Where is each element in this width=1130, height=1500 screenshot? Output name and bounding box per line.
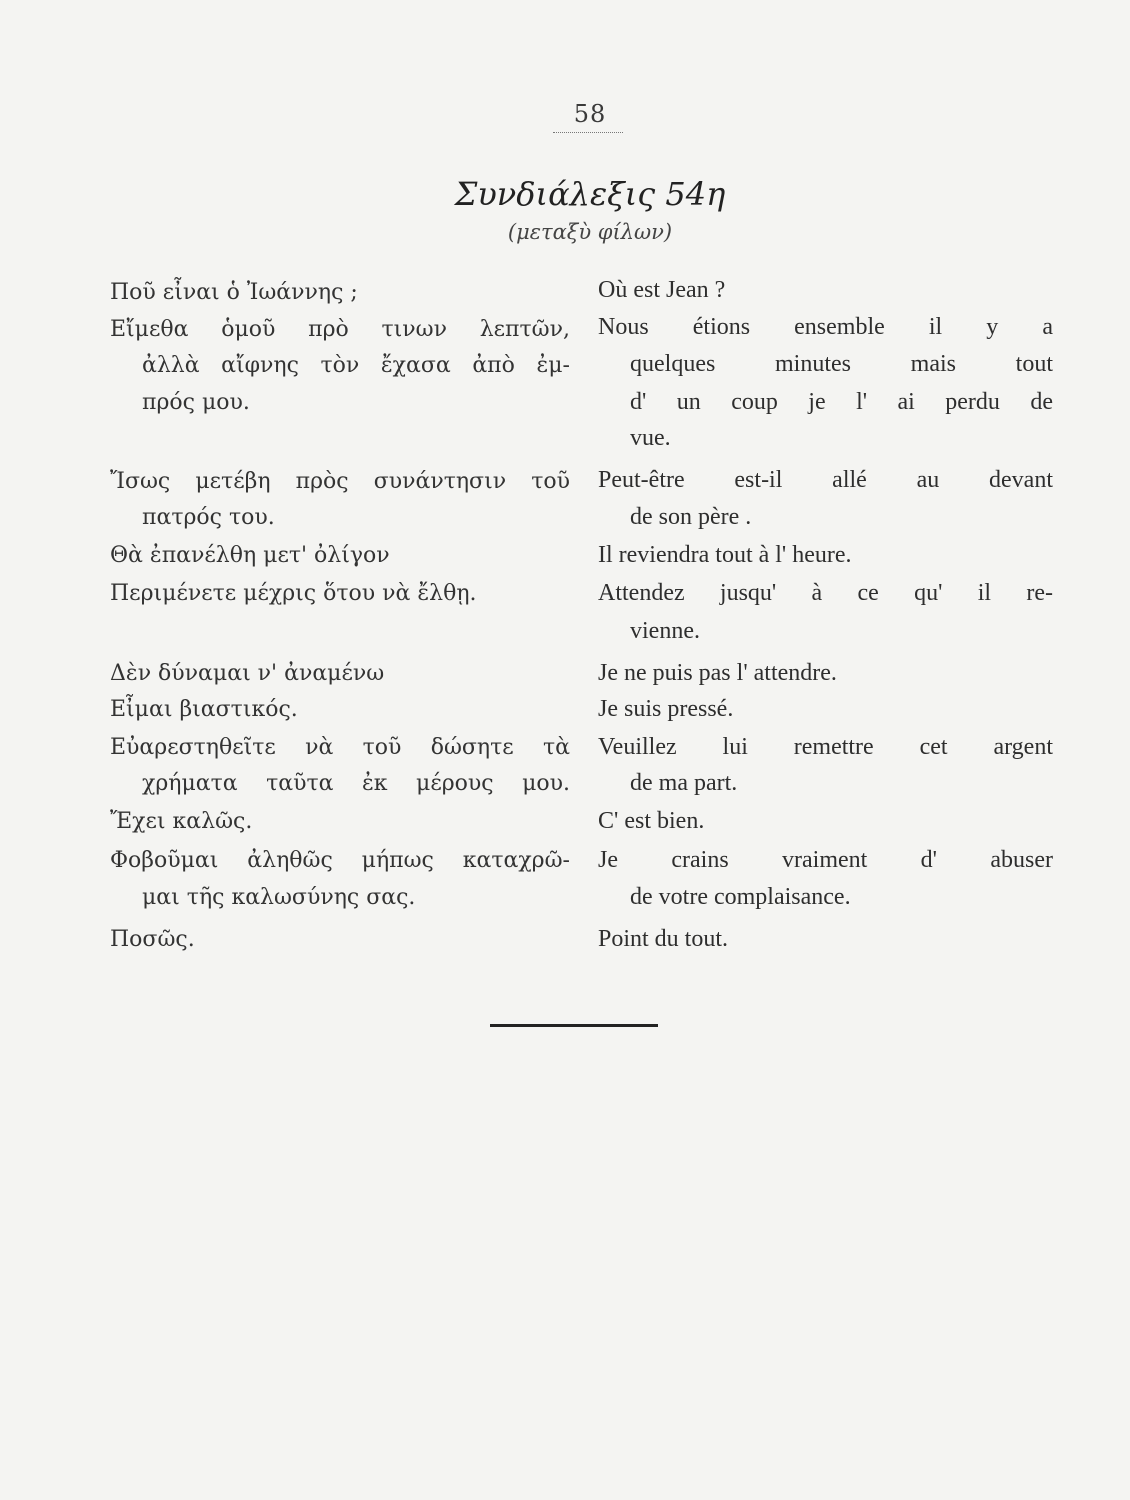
closing-rule — [490, 1024, 658, 1027]
greek-line: Εἶμαι βιαστικός. — [110, 697, 298, 722]
french-line: quelques minutes mais tout — [630, 351, 1053, 377]
greek-line: Εἴμεθα ὁμοῦ πρὸ τινων λεπτῶν, — [110, 317, 570, 342]
greek-line: πατρός του. — [142, 505, 275, 530]
french-line: Attendez jusqu' à ce qu' il re- — [598, 580, 1053, 606]
greek-line: Ἔχει καλῶς. — [110, 809, 253, 834]
french-line: Veuillez lui remettre cet argent — [598, 734, 1053, 760]
greek-line: χρήματα ταῦτα ἐκ μέρους μου. — [142, 771, 570, 796]
french-line: d' un coup je l' ai perdu de — [630, 389, 1053, 415]
greek-line: Φοβοῦμαι ἀληθῶς μήπως καταχρῶ- — [110, 848, 570, 873]
greek-line: Ποσῶς. — [110, 927, 195, 952]
french-line: Je suis pressé. — [598, 696, 734, 722]
greek-line: Εὐαρεστηθεῖτε νὰ τοῦ δώσητε τὰ — [110, 735, 570, 760]
french-line: Nous étions ensemble il y a — [598, 314, 1053, 340]
greek-line: πρός μου. — [142, 390, 250, 415]
greek-line: Ἴσως μετέβη πρὸς συνάντησιν τοῦ — [110, 469, 570, 494]
french-line: vienne. — [630, 618, 700, 644]
greek-line: Ποῦ εἶναι ὁ Ἰωάννης ; — [110, 280, 358, 305]
greek-line: Δὲν δύναμαι ν' ἀναμένω — [110, 661, 385, 686]
dialogue-subtitle: (μεταξὺ φίλων) — [507, 220, 673, 244]
french-line: C' est bien. — [598, 808, 705, 834]
french-line: de votre complaisance. — [630, 884, 851, 910]
french-line: Où est Jean ? — [598, 277, 726, 303]
french-line: Point du tout. — [598, 926, 729, 952]
french-line: Je crains vraiment d' abuser — [598, 847, 1053, 873]
french-line: Je ne puis pas l' attendre. — [598, 660, 837, 686]
french-line: de son père . — [630, 504, 752, 530]
french-line: vue. — [630, 425, 671, 451]
dialogue-title: Συνδιάλεξις 54η — [454, 175, 726, 213]
page-number: 58 — [573, 100, 607, 128]
greek-line: Θὰ ἐπανέλθη μετ' ὀλίγον — [110, 543, 390, 568]
greek-line: ἀλλὰ αἴφνης τὸν ἔχασα ἀπὸ ἐμ- — [142, 353, 570, 378]
french-line: Peut-être est-il allé au devant — [598, 467, 1053, 493]
greek-line: μαι τῆς καλωσύνης σας. — [142, 885, 416, 910]
page-number-underline — [553, 132, 623, 133]
french-line: Il reviendra tout à l' heure. — [598, 542, 852, 568]
french-line: de ma part. — [630, 770, 738, 796]
greek-line: Περιμένετε μέχρις ὅτου νὰ ἔλθῃ. — [110, 581, 477, 606]
